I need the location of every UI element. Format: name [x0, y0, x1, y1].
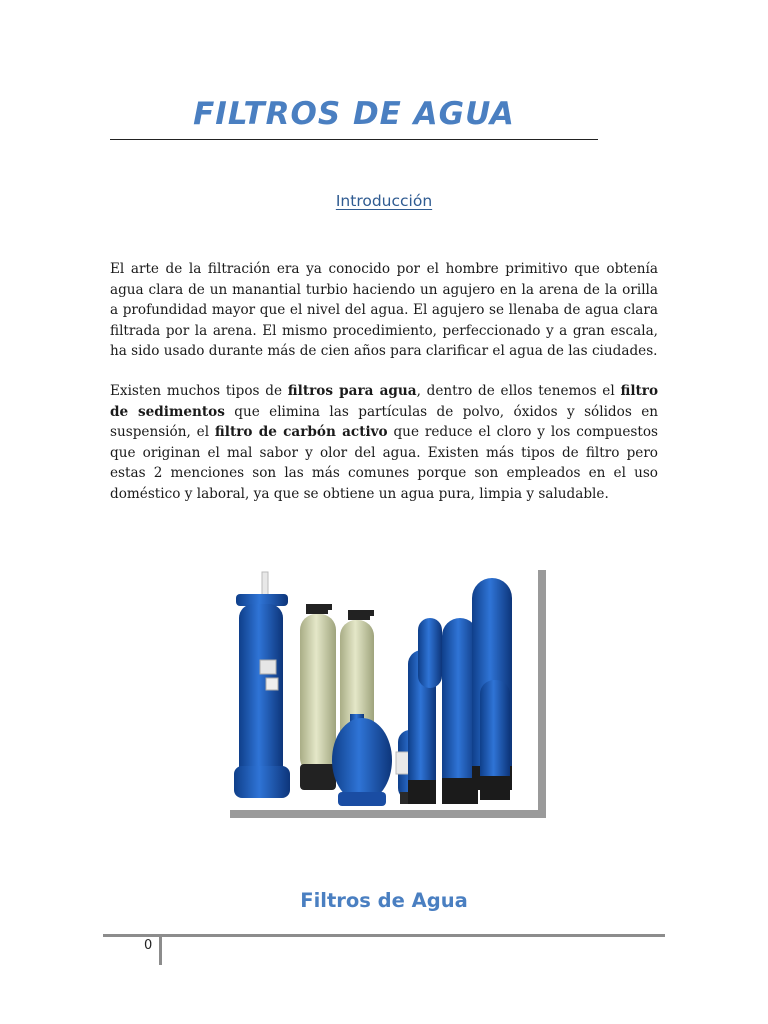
- paragraph-text: , dentro de ellos tenemos el: [416, 383, 621, 399]
- blue-vessel-short-front: [480, 680, 510, 800]
- column-filter-left: [234, 572, 290, 798]
- footer-vertical-bar: [159, 937, 162, 965]
- footer-title: Filtros de Agua: [300, 889, 468, 912]
- section-heading-introduccion: Introducción: [335, 192, 433, 210]
- photo-shadow-bottom: [230, 810, 546, 818]
- paragraph-text: Existen muchos tipos de: [110, 383, 288, 399]
- paragraph-intro: El arte de la filtración era ya conocido por el hombre primitivo que obtenía agua clara de un manantial turbio haciendo un agujero en la arena de la orilla a profundidad mayor que el nivel del agua. El agujero se llenaba de agua clara filtrada por la arena. El mismo procedimiento, perfeccionado y a gran escala, ha sido usado durante más de cien años para clarificar el agua de las ciudades.: [110, 261, 658, 359]
- page-number: 0: [144, 938, 153, 953]
- bold-term-filtros-para-agua: filtros para agua: [287, 383, 417, 399]
- blue-vessel-medium: [418, 618, 442, 688]
- beige-tank-1: [300, 604, 336, 790]
- footer-rule: [103, 934, 665, 937]
- paragraph-text: que reduce el cloro y los compuestos que originan el mal sabor y olor del agua. Existen más tipos de filtro pero estas 2 menciones son las más comunes porque son empleados en el uso doméstico y laboral, ya que se obtiene un agua pura, limpia y saludable.: [110, 424, 658, 502]
- water-filters-photo-frame: [222, 570, 546, 818]
- paragraph-filter-types: [110, 381, 658, 504]
- water-filter-tanks-illustration: [222, 570, 538, 810]
- title-underline: [110, 139, 598, 140]
- document-title: FILTROS DE AGUA: [193, 96, 515, 132]
- bold-term-filtro-de-sedimentos: filtro de sedimentos: [110, 383, 659, 420]
- water-filter-tanks-photo: [222, 570, 538, 810]
- photo-shadow-right: [538, 570, 546, 818]
- bold-term-filtro-de-carbon-activo: filtro de carbón activo: [214, 424, 388, 440]
- paragraph-text: que elimina las partículas de polvo, óxidos y sólidos en suspensión, el: [110, 403, 658, 440]
